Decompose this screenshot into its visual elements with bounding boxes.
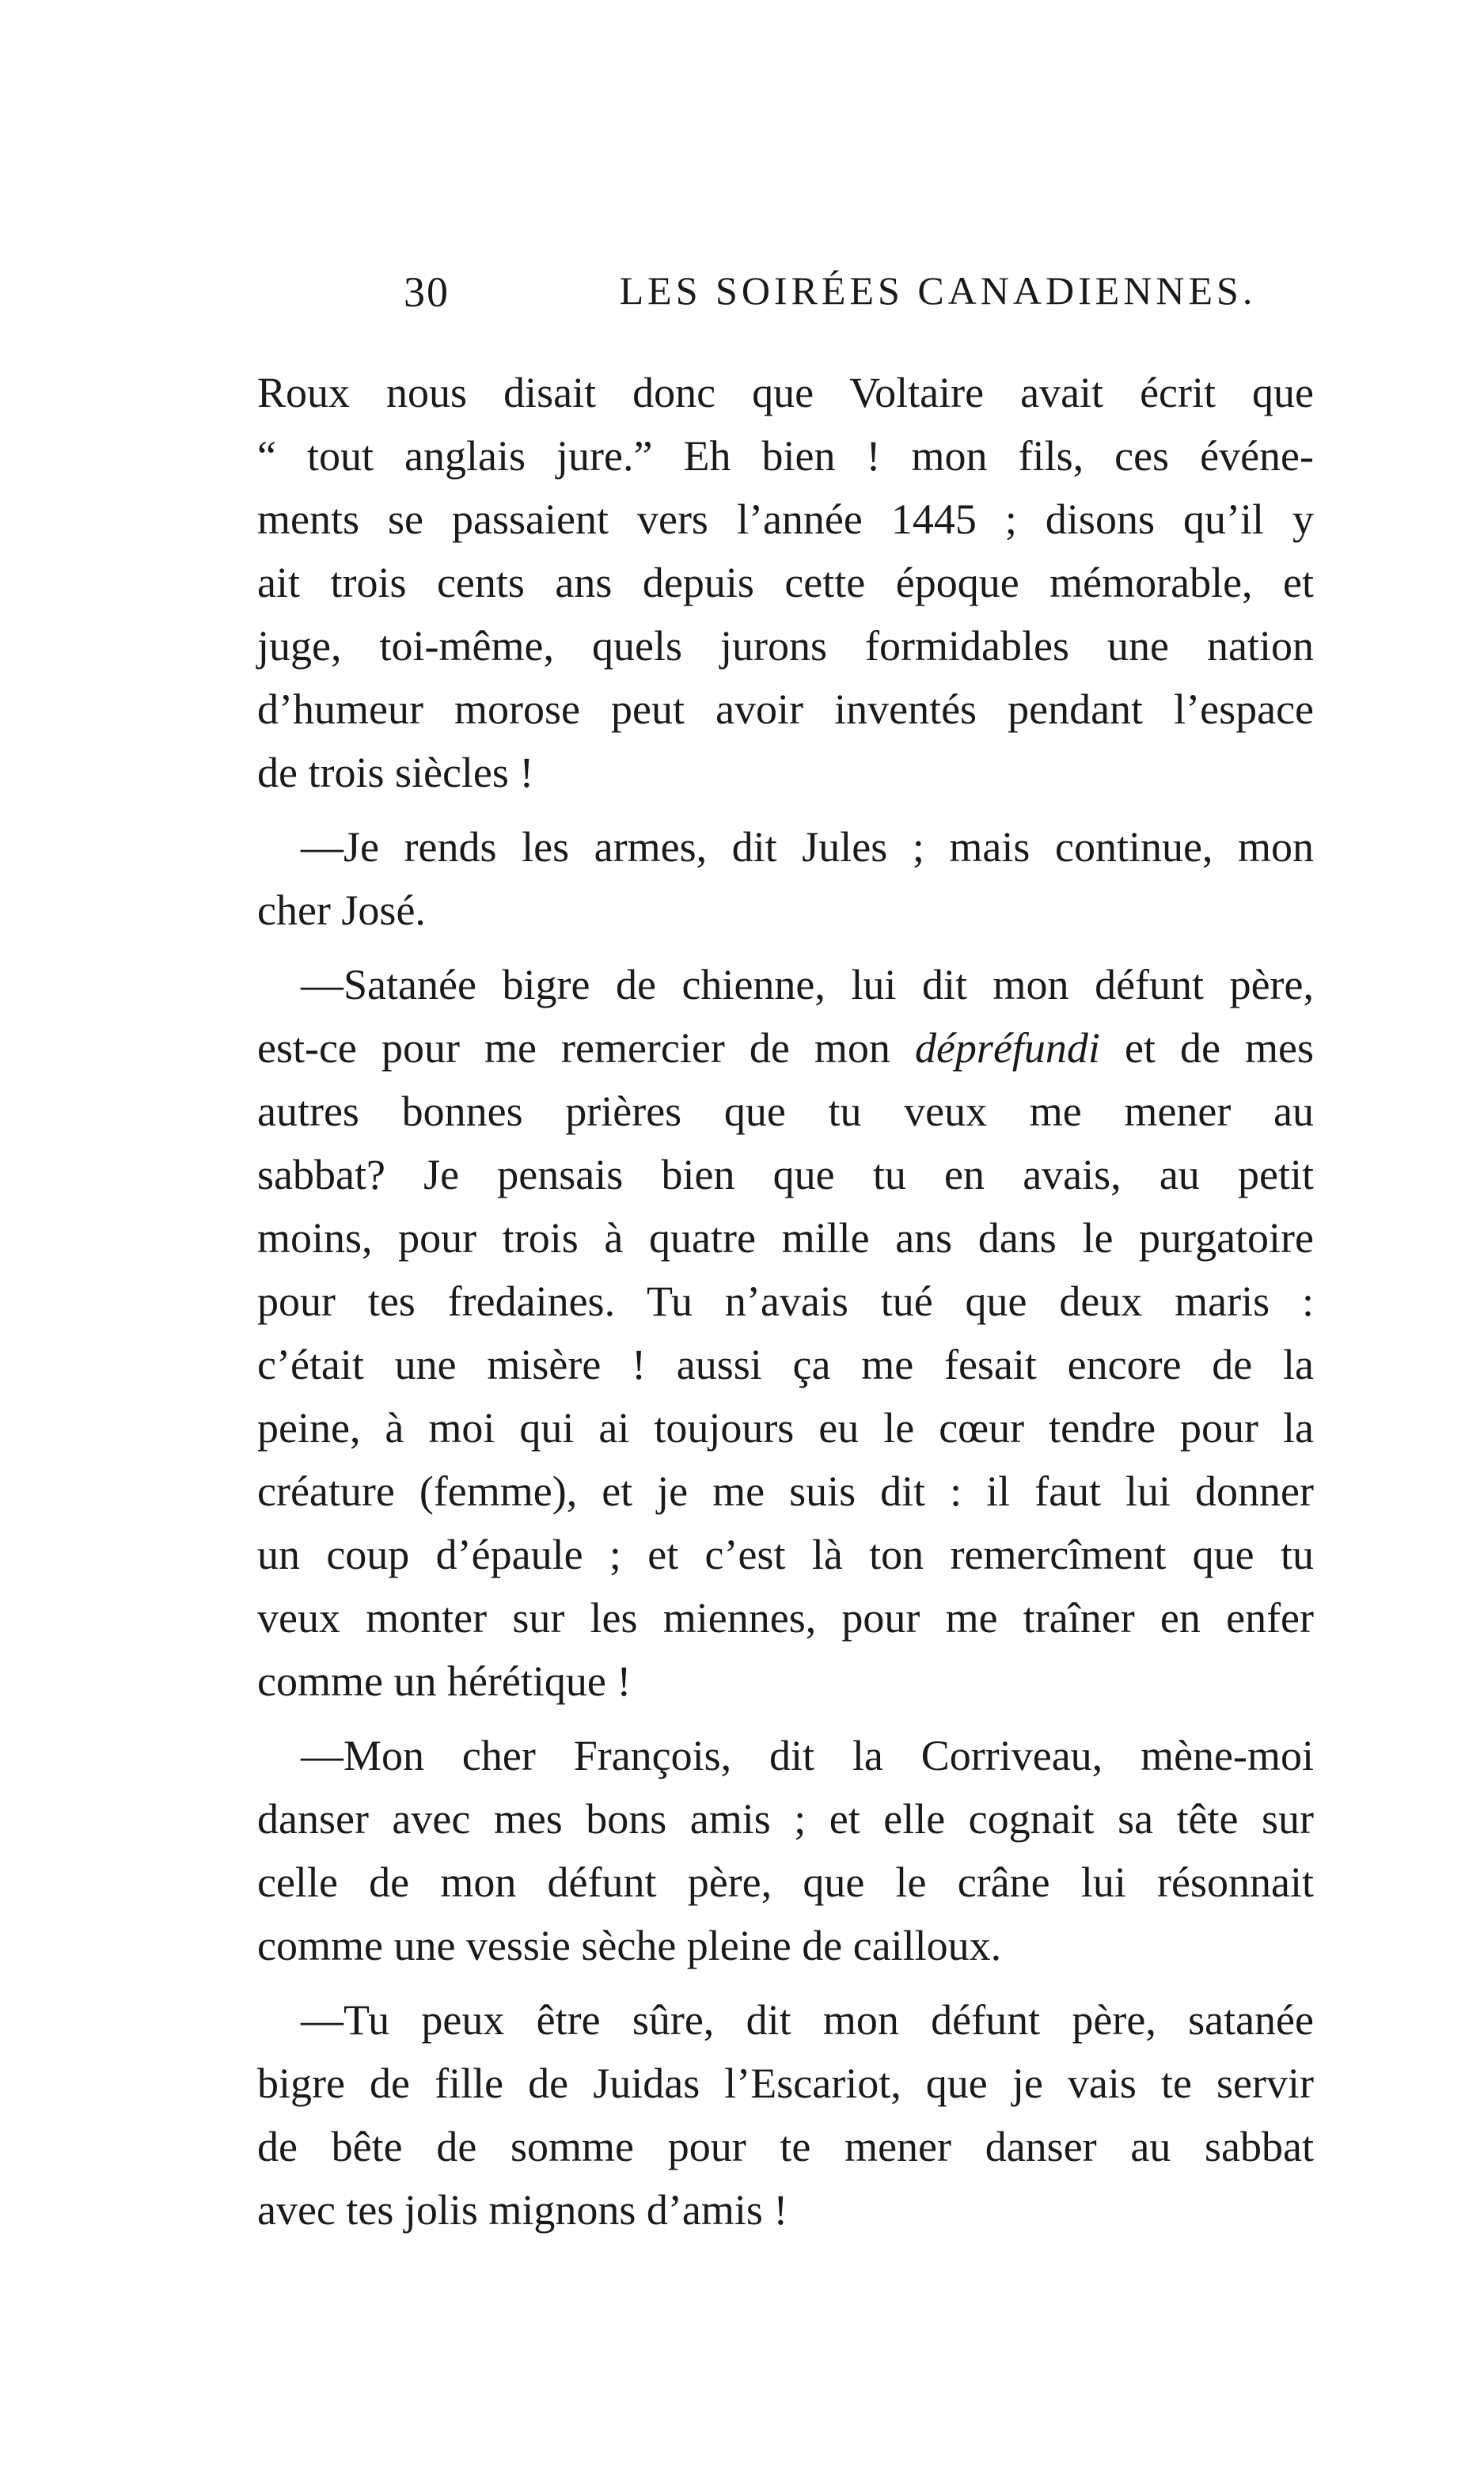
text-line: comme une vessie sèche pleine de cailloux. — [257, 1922, 1002, 1969]
body-text — [257, 361, 1314, 2242]
paragraph — [257, 1724, 1314, 1977]
text-line: un coup d’épaule ; et c’est là ton remercîment que tu — [257, 1531, 1314, 1578]
text-line: d’humeur morose peut avoir inventés pendant l’espace — [257, 685, 1314, 733]
text-line: peine, à moi qui ai toujours eu le cœur tendre pour la — [257, 1404, 1314, 1452]
text-line: bigre de fille de Juidas l’Escariot, que je vais te servir — [257, 2060, 1314, 2107]
text-segment: est-ce pour me remercier de mon — [257, 1024, 890, 1072]
text-line: —Mon cher François, dit la Corriveau, mène-moi — [301, 1732, 1314, 1779]
text-line: veux monter sur les miennes, pour me traîner en enfer — [257, 1594, 1314, 1642]
text-line: de trois siècles ! — [257, 749, 534, 796]
text-line: Roux nous disait donc que Voltaire avait écrit que — [257, 369, 1314, 416]
text-line: cher José. — [257, 887, 426, 934]
italic-word: dépréfundi — [914, 1024, 1100, 1072]
text-line: juge, toi-même, quels jurons formidables une nation — [257, 622, 1314, 670]
text-line: créature (femme), et je me suis dit : il faut lui donner — [257, 1467, 1314, 1515]
paragraph — [257, 361, 1314, 804]
text-line: avec tes jolis mignons d’amis ! — [257, 2186, 788, 2234]
page-header — [404, 268, 1310, 331]
text-segment: et de mes — [1125, 1024, 1315, 1072]
text-line: moins, pour trois à quatre mille ans dans le purgatoire — [257, 1214, 1314, 1262]
text-line: sabbat? Je pensais bien que tu en avais, au petit — [257, 1151, 1314, 1198]
text-line: ments se passaient vers l’année 1445 ; disons qu’il y — [257, 495, 1314, 543]
text-line: ait trois cents ans depuis cette époque mémorable, et — [257, 559, 1314, 606]
text-line: “ tout anglais jure.” Eh bien ! mon fils, ces événe- — [257, 432, 1314, 480]
paragraph — [257, 953, 1314, 1713]
text-line: —Tu peux être sûre, dit mon défunt père, satanée — [301, 1996, 1314, 2044]
text-line: de bête de somme pour te mener danser au sabbat — [257, 2123, 1314, 2170]
text-line: danser avec mes bons amis ; et elle cognait sa tête sur — [257, 1795, 1314, 1843]
page-number: 30 — [404, 268, 450, 316]
text-line: comme un hérétique ! — [257, 1657, 632, 1705]
paragraph — [257, 815, 1314, 942]
text-line: autres bonnes prières que tu veux me mener au — [257, 1088, 1314, 1135]
text-line: celle de mon défunt père, que le crâne lui résonnait — [257, 1858, 1314, 1906]
running-title: LES SOIRÉES CANADIENNES. — [619, 268, 1257, 313]
text-line: pour tes fredaines. Tu n’avais tué que deux maris : — [257, 1278, 1314, 1325]
text-line: —Satanée bigre de chienne, lui dit mon défunt père, — [301, 961, 1314, 1008]
paragraph — [257, 1988, 1314, 2242]
text-line: —Je rends les armes, dit Jules ; mais continue, mon — [301, 823, 1314, 871]
text-line-with-italic — [257, 1016, 1314, 1080]
text-line: c’était une misère ! aussi ça me fesait encore de la — [257, 1341, 1314, 1388]
